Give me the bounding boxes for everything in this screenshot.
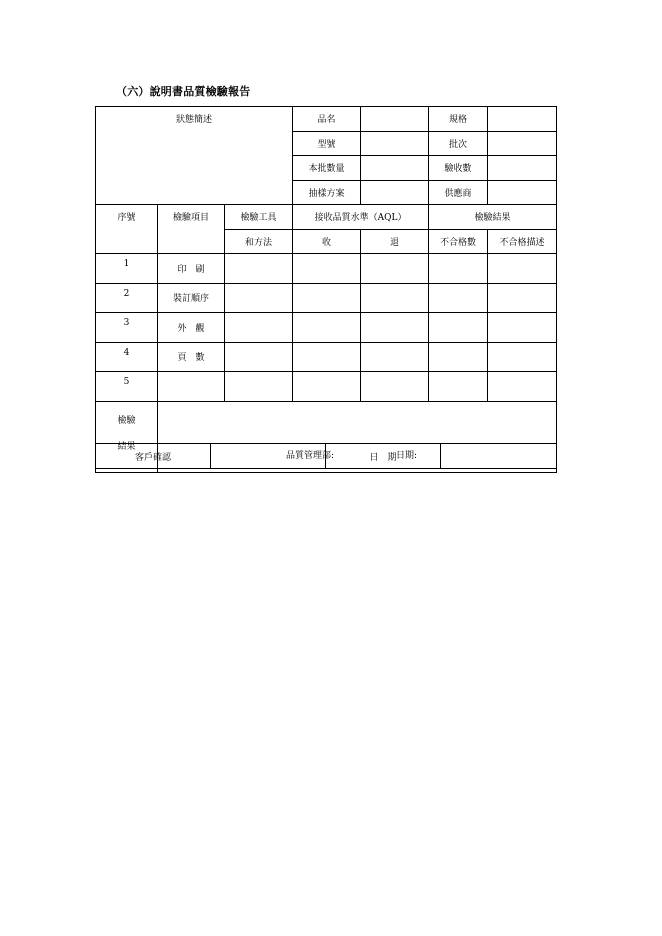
- table-row: [96, 372, 557, 402]
- table-row: [96, 342, 557, 372]
- row-item: 外 觀: [158, 313, 225, 343]
- table-row: [96, 283, 557, 313]
- row-item: 印 刷: [158, 254, 225, 284]
- sampling-plan-label: 抽樣方案: [293, 180, 361, 205]
- conclusion-label-line2: 結果: [117, 441, 136, 452]
- row-tool: [225, 313, 293, 343]
- quality-dept-signature: 品質管理部:: [286, 450, 335, 461]
- result-header: 檢驗結果: [429, 205, 557, 230]
- row-nonconform-desc: [488, 372, 557, 402]
- row-number: 5: [96, 372, 158, 402]
- column-header-row-1: [96, 205, 557, 230]
- row-item: 裝訂順序: [158, 283, 225, 313]
- row-tool: [225, 254, 293, 284]
- receive-qty-label: 驗收數: [429, 156, 488, 181]
- row-number: 4: [96, 342, 158, 372]
- table-row: [96, 313, 557, 343]
- footer-date-label: 日 期: [326, 444, 441, 469]
- product-name-label: 品名: [293, 107, 361, 132]
- nonconform-count-header: 不合格數: [429, 229, 488, 254]
- row-accept: [293, 342, 361, 372]
- conclusion-label-line1: 檢驗: [117, 415, 136, 426]
- row-accept: [293, 254, 361, 284]
- aql-header: 接收品質水準（AQL）: [293, 205, 429, 230]
- product-name-value: [361, 107, 429, 132]
- nonconform-desc-header: 不合格描述: [488, 229, 557, 254]
- batch-qty-value: [361, 156, 429, 181]
- customer-confirm-table: [95, 443, 557, 469]
- row-accept: [293, 313, 361, 343]
- receive-qty-value: [488, 156, 557, 181]
- batch-label: 批次: [429, 131, 488, 156]
- row-nonconform-desc: [488, 342, 557, 372]
- serial-header: 序號: [96, 205, 158, 254]
- customer-confirm-label: 客戶確認: [96, 444, 211, 469]
- footer-date-value: [441, 444, 557, 469]
- supplier-label: 供應商: [429, 180, 488, 205]
- row-reject: [361, 342, 429, 372]
- row-accept: [293, 283, 361, 313]
- tool-header-line1: 檢驗工具: [225, 205, 293, 230]
- row-item: [158, 372, 225, 402]
- batch-qty-label: 本批數量: [293, 156, 361, 181]
- row-tool: [225, 372, 293, 402]
- accept-header: 收: [293, 229, 361, 254]
- row-number: 2: [96, 283, 158, 313]
- row-nonconform-desc: [488, 313, 557, 343]
- spec-value: [488, 107, 557, 132]
- row-reject: [361, 254, 429, 284]
- model-label: 型號: [293, 131, 361, 156]
- item-header: 檢驗項目: [158, 205, 225, 254]
- customer-confirm-row: [96, 444, 557, 469]
- row-nonconform-count: [429, 254, 488, 284]
- row-reject: [361, 313, 429, 343]
- row-nonconform-count: [429, 372, 488, 402]
- tool-header-line2: 和方法: [225, 229, 293, 254]
- reject-header: 退: [361, 229, 429, 254]
- row-reject: [361, 283, 429, 313]
- sampling-plan-value: [361, 180, 429, 205]
- batch-value: [488, 131, 557, 156]
- row-nonconform-count: [429, 283, 488, 313]
- inspection-table: [95, 106, 557, 473]
- status-desc-label: 狀態簡述: [176, 115, 213, 125]
- row-number: 1: [96, 254, 158, 284]
- supplier-value: [488, 180, 557, 205]
- page-title: （六）說明書品質檢驗報告: [116, 85, 251, 98]
- spec-label: 規格: [429, 107, 488, 132]
- customer-confirm-value: [211, 444, 326, 469]
- model-value: [361, 131, 429, 156]
- header-row-1: [96, 107, 557, 132]
- row-item: 頁 數: [158, 342, 225, 372]
- row-nonconform-desc: [488, 283, 557, 313]
- row-accept: [293, 372, 361, 402]
- conclusion-date: 日期:: [396, 450, 418, 461]
- row-reject: [361, 372, 429, 402]
- row-nonconform-count: [429, 342, 488, 372]
- row-tool: [225, 342, 293, 372]
- row-tool: [225, 283, 293, 313]
- row-number: 3: [96, 313, 158, 343]
- status-desc-cell: [96, 107, 293, 205]
- table-row: [96, 254, 557, 284]
- row-nonconform-count: [429, 313, 488, 343]
- row-nonconform-desc: [488, 254, 557, 284]
